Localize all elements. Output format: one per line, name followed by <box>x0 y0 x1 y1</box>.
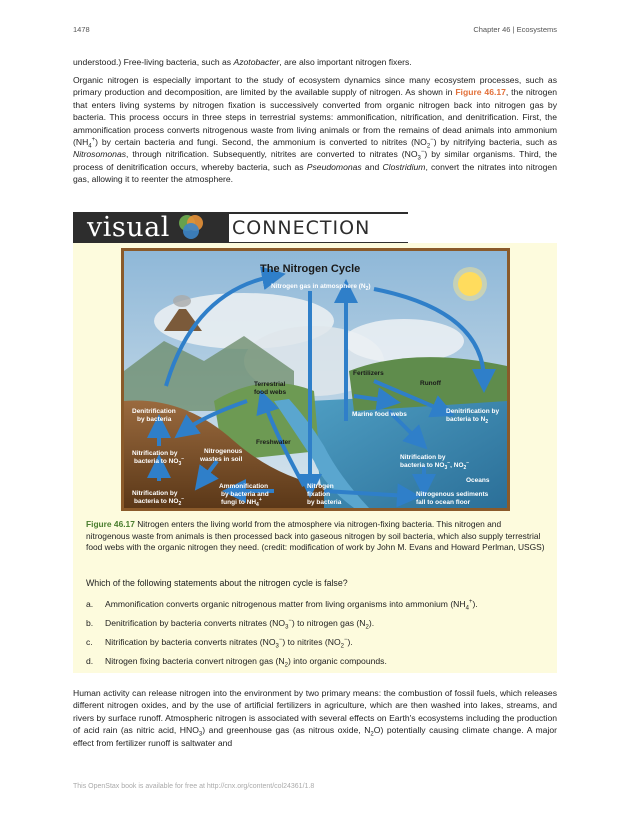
label-sediments-1: Nitrogenous sediments <box>416 491 489 498</box>
label-wastes-1: Nitrogenous <box>204 448 243 455</box>
label-atmosphere: Nitrogen gas in atmosphere $(N_2)$ <box>271 283 371 292</box>
banner-connection-text: CONNECTION <box>229 214 408 242</box>
nitrogen-cycle-illustration <box>124 251 507 508</box>
label-denit-right-2: bacteria to $N_2$ <box>446 416 489 425</box>
label-fixation-3: by bacteria <box>307 499 342 506</box>
paragraph-intro: understood.) Free-living bacteria, such as Azotobacter, are also important nitrogen fixers. <box>73 57 412 67</box>
label-sediments-2: fall to ocean floor <box>416 499 471 506</box>
caption-label: Figure 46.17 <box>86 519 135 529</box>
caption-text: Nitrogen enters the living world from the atmosphere via nitrogen-fixing bacteria. This nitrogen and nitrogenous waste from animals is then processed back into gaseous nitrogen by soil bacteria, which also supply terrestrial food webs with the organic nitrogen they need. (credit: modification of work by John M. Evans and Howard Perlman, USGS) <box>86 519 545 552</box>
label-fixation-1: Nitrogen <box>307 483 334 490</box>
label-ammon-2: by bacteria and <box>221 491 269 498</box>
option-c: c. Nitrification by bacteria converts nitrates $(NO_3^-)$ to nitrites $(NO_2^-)$. <box>86 637 353 650</box>
figure-link[interactable]: Figure 46.17 <box>455 87 506 98</box>
label-terrestrial-2: food webs <box>254 389 287 396</box>
footer-note: This OpenStax book is available for free at http://cnx.org/content/col24361/1.8 <box>73 783 315 790</box>
visual-connection-logo-icon <box>174 212 208 243</box>
label-denit-left-2: by bacteria <box>137 416 172 423</box>
option-a: a. Ammonification converts organic nitrogenous matter from living organisms into ammonium $(NH_4^+)$. <box>86 599 478 612</box>
paragraph-nitrogen: Organic nitrogen is especially important to the study of ecosystem dynamics since many ecosystem processes, such as primary production and decomposition, are limited by the available supply of nitrogen. As shown in Figure 46.17, the nitrogen that enters living systems by nitrogen fixation is successively converted from organic nitrogen back into nitrogen gas by bacteria. This process occurs in three steps in terrestrial systems: ammonification, nitrification, and denitrification. First, the ammonification process converts nitrogenous waste from living animals or from the remains of dead animals into ammonium $(NH_4^+)$ by certain bacteria and fungi. Second, the ammonium is converted to nitrites $(NO_2^-)$ by nitrifying bacteria, such as Nitrosomonas, through nitrification. Subsequently, nitrites are converted to nitrates $(NO_3^-)$ by similar organisms. Third, the process of denitrification occurs, whereby bacteria, such as Pseudomonas and Clostridium, convert the nitrates into nitrogen gas, allowing it to reenter the atmosphere. <box>73 75 557 185</box>
option-b: b. Denitrification by bacteria converts nitrates $(NO_3^-)$ to nitrogen gas $(N_2)$. <box>86 618 375 631</box>
nitrogen-cycle-diagram <box>121 248 510 511</box>
label-ammon-1: Ammonification <box>219 483 269 490</box>
banner-visual-text: visual <box>87 212 170 243</box>
label-nitrif-bottom-2: bacteria to $NO_2^-$ <box>134 496 185 507</box>
label-freshwater: Freshwater <box>256 439 291 446</box>
label-nitrif-left-1: Nitrification by <box>132 450 178 457</box>
question-text: Which of the following statements about the nitrogen cycle is false? <box>86 578 348 588</box>
option-d: d. Nitrogen fixing bacteria convert nitrogen gas $(N_2)$ into organic compounds. <box>86 656 387 669</box>
label-runoff: Runoff <box>420 380 441 387</box>
label-wastes-2: wastes in soil <box>200 456 243 463</box>
label-nitrif-bottom-1: Nitrification by <box>132 490 178 497</box>
label-nitrif-left-2: bacteria to $NO_3^-$ <box>134 456 185 467</box>
label-terrestrial-1: Terrestrial <box>254 381 286 388</box>
label-nitrif-right-2: bacteria to $NO_3^-$, $NO_2^-$ <box>400 460 470 471</box>
label-nitrif-right-1: Nitrification by <box>400 454 446 461</box>
label-marine: Marine food webs <box>352 411 407 418</box>
label-denit-right-1: Denitrification by <box>446 408 500 415</box>
paragraph-human-activity: Human activity can release nitrogen into the environment by two primary means: the combustion of fossil fuels, which releases different nitrogen oxides, and by the use of artificial fertilizers in agriculture, which are then washed into lakes, streams, and rivers by surface runoff. Atmospheric nitrogen is associated with several effects on Earth's ecosystems including the production of acid rain (as nitric acid, $HNO_3$) and greenhouse gas (as nitrous oxide, $N_2O$) potentially causing climate change. A major effect from fertilizer runoff is saltwater and <box>73 688 558 748</box>
label-ammon-3: fungi to $NH_4^+$ <box>221 497 262 508</box>
figure-caption <box>86 519 546 554</box>
label-oceans: Oceans <box>466 477 490 484</box>
diagram-title: The Nitrogen Cycle <box>260 263 361 275</box>
page-number: 1478 <box>73 25 90 34</box>
chapter-title: Chapter 46 | Ecosystems <box>473 25 557 34</box>
label-denit-left-1: Denitrification <box>132 408 176 415</box>
label-fixation-2: fixation <box>307 491 331 498</box>
label-fertilizers: Fertilizers <box>353 370 384 377</box>
